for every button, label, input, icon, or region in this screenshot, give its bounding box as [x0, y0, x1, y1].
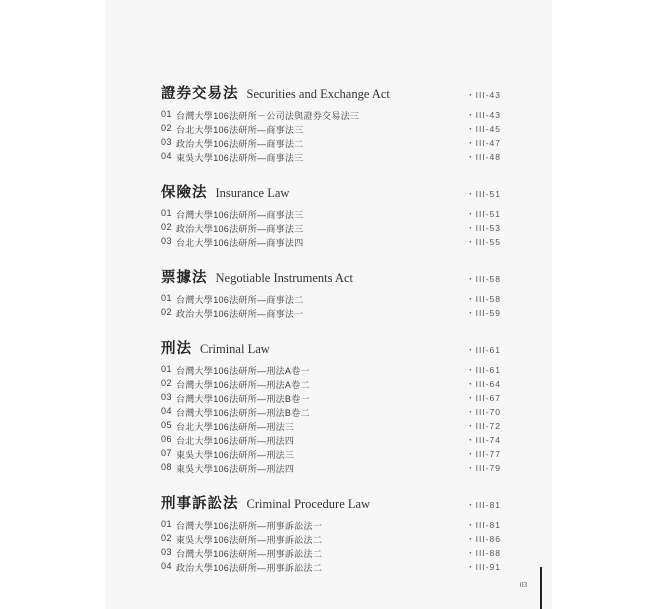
- section-page-ref: ・III-81: [466, 500, 501, 510]
- entry-page-ref: ・III-55: [466, 237, 501, 247]
- entry-page-ref: ・III-88: [466, 548, 501, 558]
- entry-title: 東吳大學106法研所—刑法三: [176, 449, 295, 460]
- section-title: [161, 82, 390, 103]
- section-title-chinese: 保險法: [161, 184, 208, 201]
- entry-label: [161, 123, 304, 136]
- section-title-english: Insurance Law: [215, 186, 290, 200]
- entry-number: 03: [161, 136, 173, 147]
- entry-page-ref: ・III-74: [466, 435, 501, 445]
- toc-entry[interactable]: [161, 306, 501, 320]
- entry-page-ref: ・III-72: [466, 421, 501, 431]
- toc-entry[interactable]: [161, 363, 501, 377]
- entry-title: 台灣大學106法研所—商事法二: [176, 294, 304, 305]
- section-title-chinese: 刑法: [161, 340, 192, 357]
- section-page-ref: ・III-43: [466, 90, 501, 100]
- toc-section: [161, 82, 501, 164]
- entry-page-ref: ・III-59: [466, 308, 501, 318]
- section-title-english: Criminal Procedure Law: [246, 497, 371, 511]
- entry-label: [161, 109, 359, 122]
- entry-label: [161, 293, 304, 306]
- section-heading[interactable]: [161, 492, 501, 512]
- entry-page-ref: ・III-53: [466, 223, 501, 233]
- entry-page-ref: ・III-81: [466, 520, 501, 530]
- section-page-ref: ・III-51: [466, 189, 501, 199]
- toc-entry[interactable]: [161, 136, 501, 150]
- section-title-english: Securities and Exchange Act: [246, 87, 390, 101]
- entry-title: 東吳大學106法研所—刑事訴訟法二: [176, 534, 323, 545]
- entry-page-ref: ・III-58: [466, 294, 501, 304]
- toc-entry[interactable]: [161, 518, 501, 532]
- section-heading[interactable]: [161, 181, 501, 201]
- entry-title: 台灣大學106法研所—刑法B卷二: [176, 407, 310, 418]
- section-title: [161, 492, 370, 513]
- entry-title: 台灣大學106法研所－公司法與證券交易法三: [176, 110, 360, 121]
- entry-label: [161, 420, 294, 433]
- entry-title: 東吳大學106法研所—刑法四: [176, 463, 295, 474]
- entry-page-ref: ・III-45: [466, 124, 501, 134]
- entry-label: [161, 392, 310, 405]
- entry-label: [161, 519, 322, 532]
- section-title-chinese: 刑事訴訟法: [161, 495, 239, 512]
- entry-label: [161, 561, 322, 574]
- entry-label: [161, 462, 294, 475]
- entry-page-ref: ・III-91: [466, 562, 501, 572]
- entry-number: 04: [161, 560, 173, 571]
- toc-entry[interactable]: [161, 122, 501, 136]
- entry-label: [161, 378, 310, 391]
- section-heading[interactable]: [161, 266, 501, 286]
- entry-label: [161, 307, 304, 320]
- entry-number: 01: [161, 292, 173, 303]
- toc-entry[interactable]: [161, 108, 501, 122]
- entry-number: 02: [161, 306, 173, 317]
- entry-page-ref: ・III-70: [466, 407, 501, 417]
- entry-number: 01: [161, 207, 173, 218]
- entry-title: 台灣大學106法研所—刑法A卷二: [176, 379, 310, 390]
- toc-entry[interactable]: [161, 150, 501, 164]
- section-title-english: Criminal Law: [200, 342, 270, 356]
- table-of-contents: [161, 82, 501, 591]
- section-title: [161, 337, 270, 358]
- entry-page-ref: ・III-61: [466, 365, 501, 375]
- entry-number: 03: [161, 235, 173, 246]
- entry-page-ref: ・III-51: [466, 209, 501, 219]
- entry-label: [161, 137, 304, 150]
- section-page-ref: ・III-61: [466, 345, 501, 355]
- entry-page-ref: ・III-67: [466, 393, 501, 403]
- entry-title: 台北大學106法研所—商事法四: [176, 237, 304, 248]
- toc-entry[interactable]: [161, 221, 501, 235]
- toc-entry[interactable]: [161, 447, 501, 461]
- toc-entry[interactable]: [161, 433, 501, 447]
- entry-title: 台灣大學106法研所—刑法A卷一: [176, 365, 310, 376]
- entry-label: [161, 208, 304, 221]
- entry-number: 03: [161, 391, 173, 402]
- entry-page-ref: ・III-79: [466, 463, 501, 473]
- entry-page-ref: ・III-48: [466, 152, 501, 162]
- toc-entry[interactable]: [161, 292, 501, 306]
- entry-number: 01: [161, 363, 173, 374]
- entry-title: 政治大學106法研所—商事法一: [176, 308, 304, 319]
- entry-number: 05: [161, 419, 173, 430]
- entry-title: 台灣大學106法研所—刑事訴訟法一: [176, 520, 323, 531]
- entry-page-ref: ・III-47: [466, 138, 501, 148]
- entry-title: 台北大學106法研所—刑法四: [176, 435, 295, 446]
- section-title: [161, 266, 353, 287]
- entry-page-ref: ・III-77: [466, 449, 501, 459]
- toc-entry[interactable]: [161, 532, 501, 546]
- section-title: [161, 181, 289, 202]
- entry-label: [161, 222, 304, 235]
- section-title-chinese: 票據法: [161, 269, 208, 286]
- toc-section: [161, 492, 501, 574]
- entry-number: 04: [161, 405, 173, 416]
- page-edge-rule: [540, 567, 542, 609]
- entry-number: 03: [161, 546, 173, 557]
- entry-number: 01: [161, 108, 173, 119]
- section-page-ref: ・III-58: [466, 274, 501, 284]
- entry-label: [161, 434, 294, 447]
- entry-number: 08: [161, 461, 173, 472]
- entry-label: [161, 448, 294, 461]
- toc-entry[interactable]: [161, 560, 501, 574]
- toc-entry[interactable]: [161, 235, 501, 249]
- entry-title: 台灣大學106法研所—商事法三: [176, 209, 304, 220]
- toc-entry[interactable]: [161, 405, 501, 419]
- entry-number: 01: [161, 518, 173, 529]
- entry-page-ref: ・III-43: [466, 110, 501, 120]
- section-title-chinese: 證券交易法: [161, 85, 239, 102]
- entry-number: 07: [161, 447, 173, 458]
- entry-label: [161, 547, 322, 560]
- entry-number: 02: [161, 532, 173, 543]
- section-heading[interactable]: [161, 337, 501, 357]
- toc-entry[interactable]: [161, 419, 501, 433]
- section-heading[interactable]: [161, 82, 501, 102]
- entry-page-ref: ・III-64: [466, 379, 501, 389]
- toc-section: [161, 181, 501, 249]
- entry-title: 台北大學106法研所—商事法三: [176, 124, 304, 135]
- entry-number: 04: [161, 150, 173, 161]
- entry-label: [161, 151, 304, 164]
- entry-title: 台北大學106法研所—刑法三: [176, 421, 295, 432]
- entry-number: 02: [161, 122, 173, 133]
- entry-number: 06: [161, 433, 173, 444]
- section-title-english: Negotiable Instruments Act: [215, 271, 353, 285]
- entry-title: 政治大學106法研所—刑事訴訟法二: [176, 562, 323, 573]
- entry-label: [161, 364, 310, 377]
- toc-entry[interactable]: [161, 377, 501, 391]
- toc-entry[interactable]: [161, 207, 501, 221]
- toc-entry[interactable]: [161, 461, 501, 475]
- entry-title: 政治大學106法研所—商事法三: [176, 223, 304, 234]
- entry-title: 政治大學106法研所—商事法二: [176, 138, 304, 149]
- entry-number: 02: [161, 377, 173, 388]
- page-number: 03: [520, 581, 527, 589]
- entry-label: [161, 236, 304, 249]
- toc-section: [161, 266, 501, 320]
- entry-title: 東吳大學106法研所—商事法三: [176, 152, 304, 163]
- entry-title: 台灣大學106法研所—刑法B卷一: [176, 393, 310, 404]
- toc-entry[interactable]: [161, 391, 501, 405]
- toc-entry[interactable]: [161, 546, 501, 560]
- entry-title: 台灣大學106法研所—刑事訴訟法二: [176, 548, 323, 559]
- entry-label: [161, 406, 310, 419]
- entry-page-ref: ・III-86: [466, 534, 501, 544]
- entry-number: 02: [161, 221, 173, 232]
- toc-section: [161, 337, 501, 475]
- entry-label: [161, 533, 322, 546]
